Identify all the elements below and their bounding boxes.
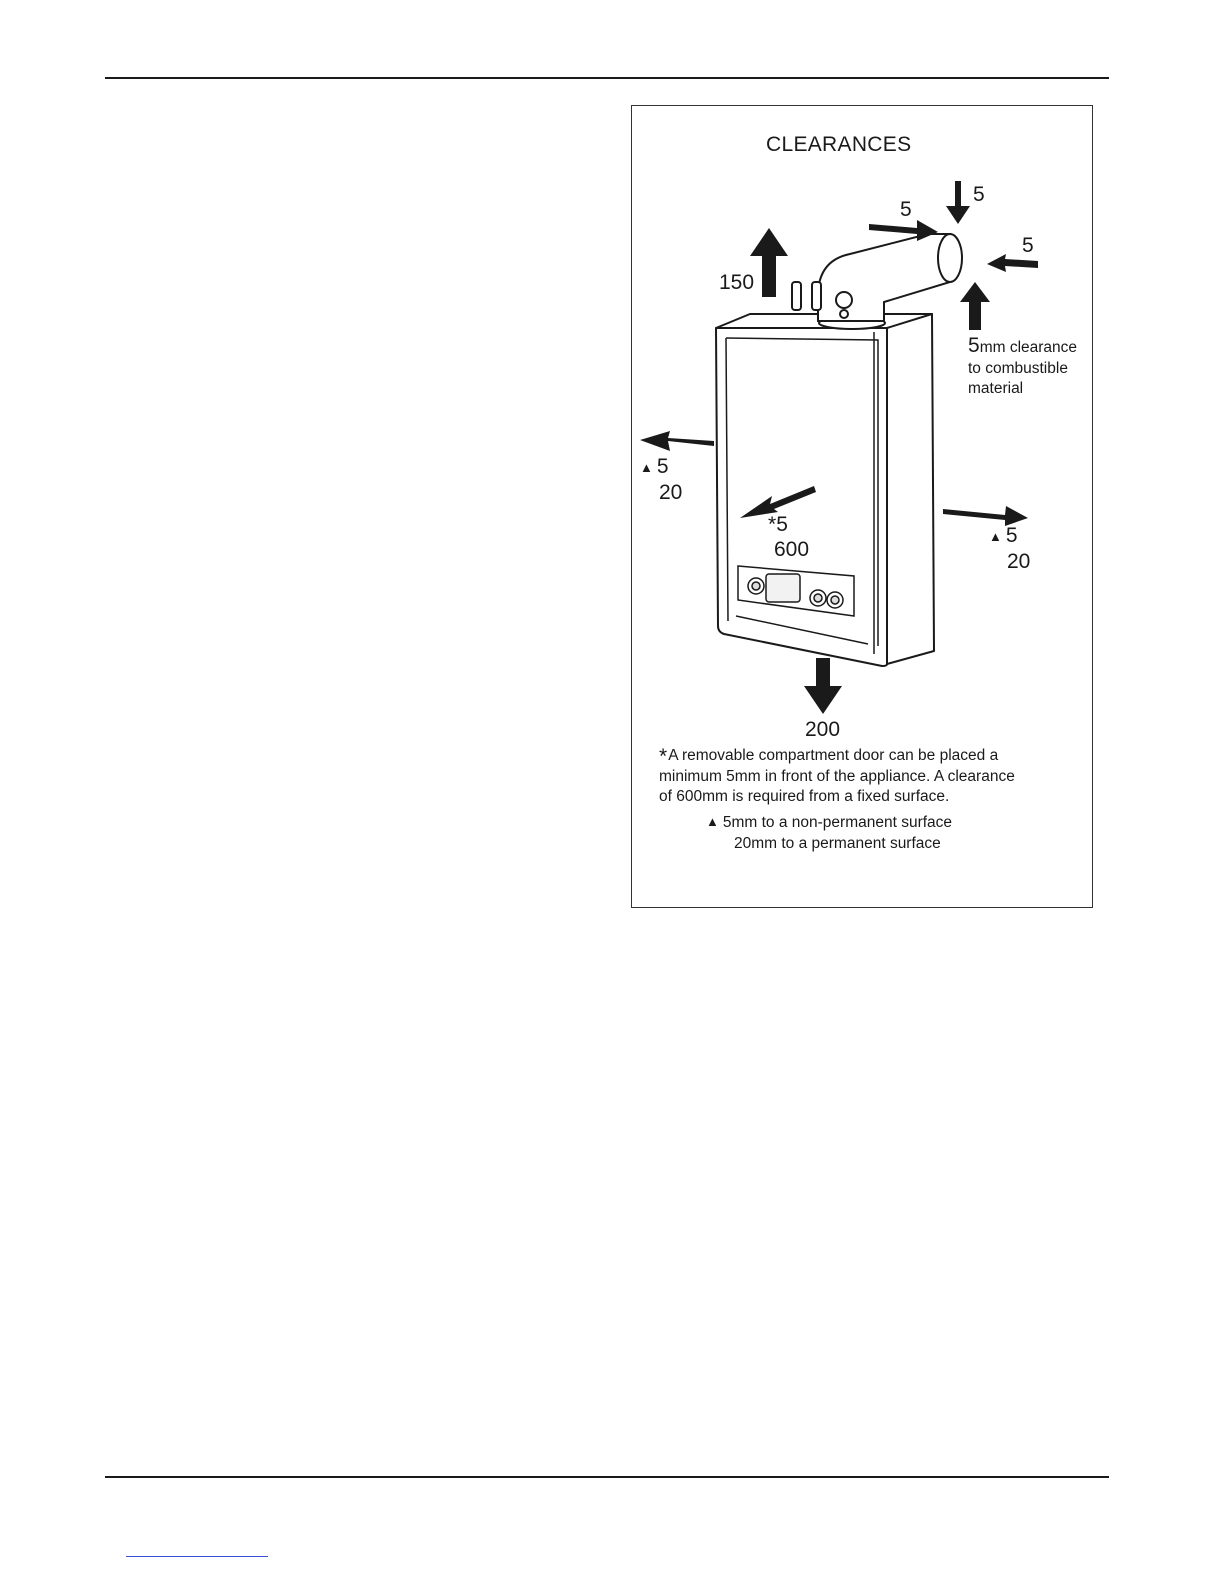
dim-front-min: *5 <box>768 513 788 536</box>
combustible-line1: mm clearance <box>979 339 1078 356</box>
footnote-line2: minimum 5mm in front of the appliance. A clearance <box>659 767 1015 785</box>
dim-left-perm: 20 <box>659 481 683 504</box>
dim-front-fixed: 600 <box>774 538 810 561</box>
star-marker: * <box>659 745 668 768</box>
star-marker: * <box>768 513 777 536</box>
dim-flue-top: 5 <box>973 183 985 206</box>
dim-right-perm: 20 <box>1007 550 1031 573</box>
footnote <box>659 744 1015 808</box>
combustible-line2: to combustible <box>968 359 1068 377</box>
dim-right-min: ▲ 5 <box>989 524 1018 547</box>
figure-title: CLEARANCES <box>766 133 912 156</box>
dim-flue-left: 5 <box>900 198 912 221</box>
triangle-icon: ▲ <box>706 814 719 829</box>
flue <box>792 234 962 329</box>
dim-flue-end: 5 <box>1022 234 1034 257</box>
triangle-icon: ▲ <box>640 460 653 475</box>
header-rule <box>105 77 1109 79</box>
triangle-icon: ▲ <box>989 529 1002 544</box>
combustible-line3: material <box>968 380 1024 397</box>
legend-line1: 5mm to a non-permanent surface <box>722 814 953 831</box>
legend-line2: 20mm to a permanent surface <box>734 834 941 852</box>
footnote-line3: of 600mm is required from a fixed surface. <box>659 788 950 805</box>
boiler-side <box>887 314 934 664</box>
footnote-line1: A removable compartment door can be placed a <box>668 747 999 764</box>
footer-rule <box>105 1476 1109 1478</box>
combustible-lead: 5 <box>968 334 980 357</box>
clearances-figure <box>631 105 1093 908</box>
dim-left-min: ▲ 5 <box>640 455 669 478</box>
combustible-note <box>968 336 1077 400</box>
dim-top: 150 <box>719 271 755 294</box>
legend <box>706 813 952 854</box>
dim-bottom: 200 <box>805 718 841 741</box>
footer-link-underline[interactable] <box>126 1556 268 1557</box>
